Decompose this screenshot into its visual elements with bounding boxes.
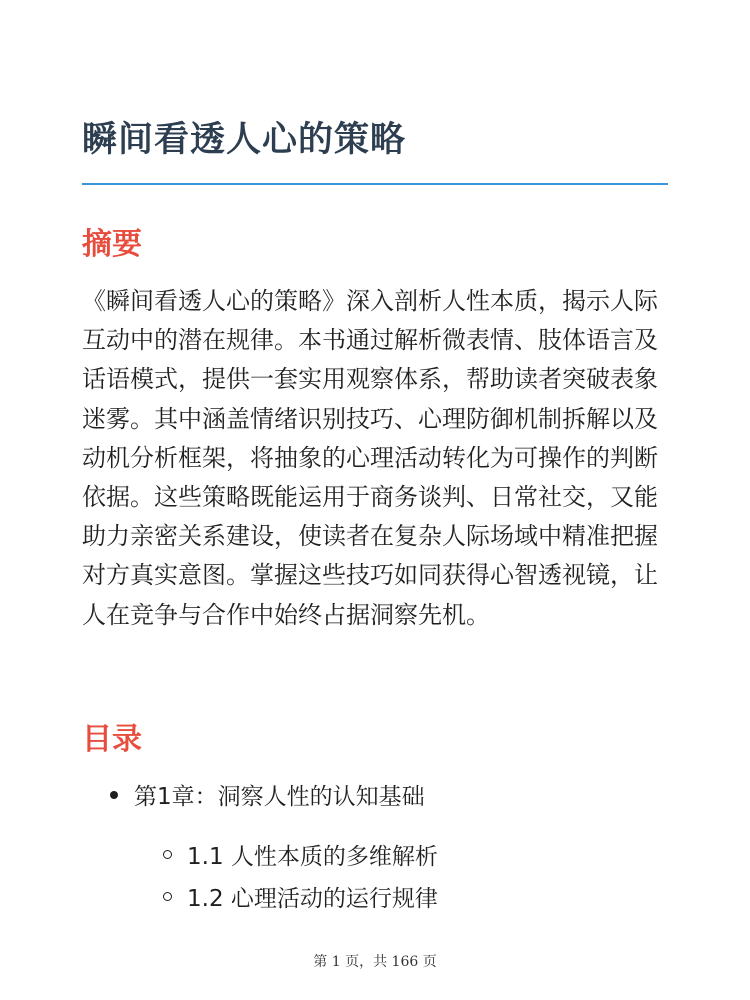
toc-chapter-label: 第1章：洞察人性的认知基础 bbox=[134, 784, 425, 810]
toc-section-1-1[interactable] bbox=[163, 838, 438, 871]
toc-section-1-2[interactable] bbox=[163, 880, 438, 913]
toc-chapter-1[interactable] bbox=[110, 778, 425, 811]
bullet-circle-icon bbox=[163, 892, 172, 901]
page-footer: 第 1 页，共 166 页 bbox=[313, 954, 437, 970]
abstract-heading: 摘要 bbox=[82, 227, 142, 262]
toc-section-label: 1.2 心理活动的运行规律 bbox=[187, 886, 438, 912]
title-divider bbox=[82, 183, 668, 185]
toc-section-label: 1.1 人性本质的多维解析 bbox=[187, 844, 438, 870]
bullet-disc-icon bbox=[110, 791, 118, 799]
bullet-circle-icon bbox=[163, 850, 172, 859]
toc-heading: 目录 bbox=[82, 722, 142, 757]
abstract-paragraph: 《瞬间看透人心的策略》深入剖析人性本质，揭示人际互动中的潜在规律。本书通过解析微表情、肢体语言及话语模式，提供一套实用观察体系，帮助读者突破表象迷雾。其中涵盖情绪识别技巧、心理防御机制拆解以及动机分析框架，将抽象的心理活动转化为可操作的判断依据。这些策略既能运用于商务谈判、日常社交，又能助力亲密关系建设，使读者在复杂人际场域中精准把握对方真实意图。掌握这些技巧如同获得心智透视镜，让人在竞争与合作中始终占据洞察先机。 bbox=[82, 287, 658, 629]
page-title: 瞬间看透人心的策略 bbox=[82, 120, 407, 160]
